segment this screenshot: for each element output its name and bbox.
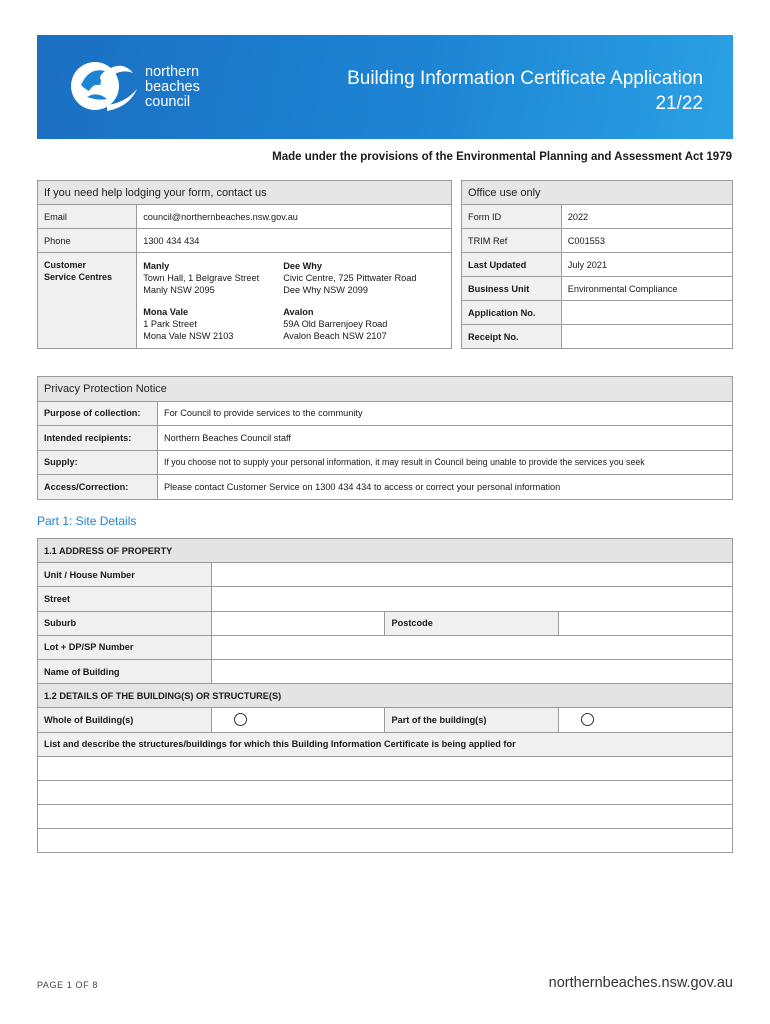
council-name xyxy=(145,65,200,110)
application-no-field[interactable] xyxy=(561,301,732,325)
privacy-label: Purpose of collection: xyxy=(38,401,158,426)
form-title-line: Building Information Certificate Application xyxy=(347,68,703,89)
phone-value: 1300 434 434 xyxy=(137,229,452,253)
section-building-heading: 1.2 DETAILS OF THE BUILDING(S) OR STRUCTURE(S) xyxy=(38,684,733,708)
service-centres-list xyxy=(137,253,452,349)
last-updated-value: July 2021 xyxy=(561,253,732,277)
centre-name: Avalon xyxy=(283,306,314,317)
centre-mona-vale xyxy=(143,306,283,342)
application-no-label: Application No. xyxy=(462,301,562,325)
receipt-no-field[interactable] xyxy=(561,325,732,349)
centre-address: 1 Park Street xyxy=(143,318,197,329)
form-title xyxy=(347,66,703,116)
centre-dee-why xyxy=(283,260,433,296)
street-label: Street xyxy=(38,587,212,611)
privacy-label: Intended recipients: xyxy=(38,426,158,451)
lot-label: Lot + DP/SP Number xyxy=(38,635,212,659)
structures-list-line[interactable] xyxy=(38,780,733,804)
postcode-input[interactable] xyxy=(559,611,733,635)
centre-name: Mona Vale xyxy=(143,306,189,317)
centre-suburb: Dee Why NSW 2099 xyxy=(283,284,368,295)
council-logo-icon xyxy=(67,55,139,117)
section-address-heading: 1.1 ADDRESS OF PROPERTY xyxy=(38,539,733,563)
street-input[interactable] xyxy=(211,587,732,611)
structures-list-label: List and describe the structures/buildings for which this Building Information Certificate is being applied for xyxy=(38,732,733,756)
office-use-heading: Office use only xyxy=(462,181,733,205)
logo-line: beaches xyxy=(145,79,200,95)
lot-input[interactable] xyxy=(211,635,732,659)
email-value[interactable]: council@northernbeaches.nsw.gov.au xyxy=(137,205,452,229)
privacy-value: For Council to provide services to the community xyxy=(157,401,732,426)
privacy-heading: Privacy Protection Notice xyxy=(38,377,733,402)
unit-input[interactable] xyxy=(211,563,732,587)
centre-suburb: Manly NSW 2095 xyxy=(143,284,215,295)
centre-address: 59A Old Barrenjoey Road xyxy=(283,318,388,329)
part-building-option[interactable] xyxy=(559,708,733,732)
building-name-input[interactable] xyxy=(211,659,732,683)
privacy-label: Access/Correction: xyxy=(38,475,158,500)
structures-list-line[interactable] xyxy=(38,829,733,853)
centre-avalon xyxy=(283,306,433,342)
service-centres-label xyxy=(38,253,137,349)
contact-help-table xyxy=(37,180,452,349)
page-number: PAGE 1 OF 8 xyxy=(37,980,98,990)
last-updated-label: Last Updated xyxy=(462,253,562,277)
structures-list-line[interactable] xyxy=(38,756,733,780)
website-link[interactable]: northernbeaches.nsw.gov.au xyxy=(548,975,733,991)
centre-name: Dee Why xyxy=(283,260,323,271)
service-centres-label-line: Customer xyxy=(44,260,87,270)
business-unit-label: Business Unit xyxy=(462,277,562,301)
part-building-radio[interactable] xyxy=(581,713,594,726)
trim-ref-value: C001553 xyxy=(561,229,732,253)
part-1-title: Part 1: Site Details xyxy=(37,514,137,528)
logo-line: council xyxy=(145,94,191,110)
privacy-value: Please contact Customer Service on 1300 434 434 to access or correct your personal information xyxy=(157,475,732,500)
postcode-label: Postcode xyxy=(385,611,559,635)
privacy-value: If you choose not to supply your personal information, it may result in Council being unable to provide the services you seek xyxy=(157,450,732,475)
logo-line: northern xyxy=(145,64,200,80)
form-id-value: 2022 xyxy=(561,205,732,229)
building-name-label: Name of Building xyxy=(38,659,212,683)
trim-ref-label: TRIM Ref xyxy=(462,229,562,253)
act-note: Made under the provisions of the Environmental Planning and Assessment Act 1979 xyxy=(272,151,732,163)
site-details-table xyxy=(37,538,733,853)
contact-help-heading: If you need help lodging your form, contact us xyxy=(38,181,452,205)
centre-manly xyxy=(143,260,283,296)
whole-building-radio[interactable] xyxy=(234,713,247,726)
centre-suburb: Mona Vale NSW 2103 xyxy=(143,330,234,341)
privacy-value: Northern Beaches Council staff xyxy=(157,426,732,451)
office-use-table xyxy=(461,180,733,349)
phone-label: Phone xyxy=(38,229,137,253)
form-year: 21/22 xyxy=(655,93,703,114)
receipt-no-label: Receipt No. xyxy=(462,325,562,349)
centre-address: Civic Centre, 725 Pittwater Road xyxy=(283,272,417,283)
whole-building-label: Whole of Building(s) xyxy=(38,708,212,732)
privacy-label: Supply: xyxy=(38,450,158,475)
header-banner xyxy=(37,35,733,139)
centre-address: Town Hall, 1 Belgrave Street xyxy=(143,272,260,283)
centre-name: Manly xyxy=(143,260,170,271)
business-unit-value: Environmental Compliance xyxy=(561,277,732,301)
whole-building-option[interactable] xyxy=(211,708,385,732)
structures-list-line[interactable] xyxy=(38,805,733,829)
part-building-label: Part of the building(s) xyxy=(385,708,559,732)
privacy-notice-table xyxy=(37,376,733,500)
service-centres-label-line: Service Centres xyxy=(44,272,113,282)
unit-label: Unit / House Number xyxy=(38,563,212,587)
email-label: Email xyxy=(38,205,137,229)
form-id-label: Form ID xyxy=(462,205,562,229)
suburb-input[interactable] xyxy=(211,611,385,635)
centre-suburb: Avalon Beach NSW 2107 xyxy=(283,330,387,341)
suburb-label: Suburb xyxy=(38,611,212,635)
